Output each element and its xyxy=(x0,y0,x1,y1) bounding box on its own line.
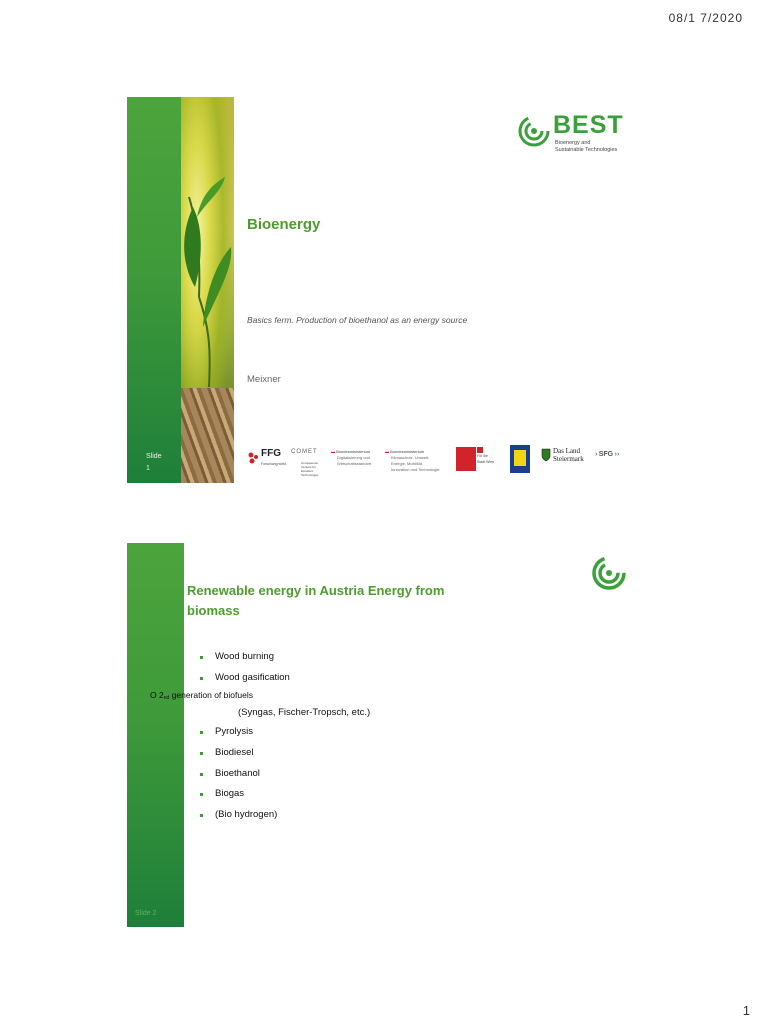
best-logo xyxy=(517,111,633,153)
comet-logo: COMET Competence Centers for Excellent Technologies xyxy=(291,449,319,477)
slide-sidebar xyxy=(127,97,181,483)
wood-pellets xyxy=(181,388,234,483)
bullet-icon xyxy=(200,793,203,796)
leaf-illustration xyxy=(181,97,234,397)
sponsor-logos: FFG Forschung wirkt. COMET Competence Centers for Excellent Technologies ▬ Bundesministerium Digitalisierung und Wirtschaftsstandort ▬ Bundesministerium Klimaschutz, Umwelt, Energie, Mobilität, Innovation und Technologie Für die Stadt Wien Das Land Steiermark › SFG ›› xyxy=(247,445,637,477)
best-logo-icon xyxy=(517,114,551,148)
best-logo-subtitle: Bioenergy and Sustainable Technologies xyxy=(555,140,618,153)
noe-logo xyxy=(510,445,530,473)
bmdw-logo: ▬ Bundesministerium Digitalisierung und Wirtschaftsstandort xyxy=(331,449,372,466)
sub-list-detail: (Syngas, Fischer-Tropsch, etc.) xyxy=(238,707,371,718)
slide-author: Meixner xyxy=(247,374,281,385)
bullet-icon xyxy=(200,814,203,817)
bullet-icon xyxy=(200,677,203,680)
wien-red-logo xyxy=(456,447,476,471)
bmk-logo: ▬ Bundesministerium Klimaschutz, Umwelt, Energie, Mobilität, Innovation und Technologie xyxy=(385,449,440,472)
wien-stadt-logo: Für die Stadt Wien xyxy=(477,447,499,465)
biomass-photo xyxy=(181,97,234,483)
crest-icon xyxy=(541,448,551,462)
slide-title: Renewable energy in Austria Energy from biomass xyxy=(187,583,445,618)
sub-bullet-icon: O xyxy=(150,690,157,700)
best-logo-name: BEST xyxy=(553,111,624,139)
slide-label: Slide xyxy=(146,453,162,460)
slide-2: Slide 2 Renewable energy in Austria Energy from biomass Wood burning Wood gasification Pyrolysis Biodiesel Bioethanol Biogas (Bio hydrogen) O $2_{nd}$ generation of biofuels (Syngas, Fischer-Tropsch, etc.) xyxy=(127,543,637,927)
slide-sidebar xyxy=(127,543,184,927)
slide-subtitle: Basics ferm. Production of bioethanol as an energy source xyxy=(247,315,468,325)
bullet-icon xyxy=(200,752,203,755)
slide-title: Bioenergy xyxy=(247,216,321,233)
bullet-icon xyxy=(200,773,203,776)
sfg-logo: › SFG ›› xyxy=(595,451,620,458)
best-logo-icon xyxy=(590,554,628,592)
slide-label: Slide 2 xyxy=(135,910,157,917)
bullet-icon xyxy=(200,731,203,734)
ffg-icon xyxy=(247,451,259,465)
page-date: 08/1 7/2020 xyxy=(668,11,743,25)
slide-number: 1 xyxy=(146,465,150,472)
sub-list-item: O $2_{nd}$ generation of biofuels xyxy=(150,690,253,701)
page-number: 1 xyxy=(742,1003,750,1018)
slide-1 xyxy=(127,97,637,483)
bullet-icon xyxy=(200,656,203,659)
